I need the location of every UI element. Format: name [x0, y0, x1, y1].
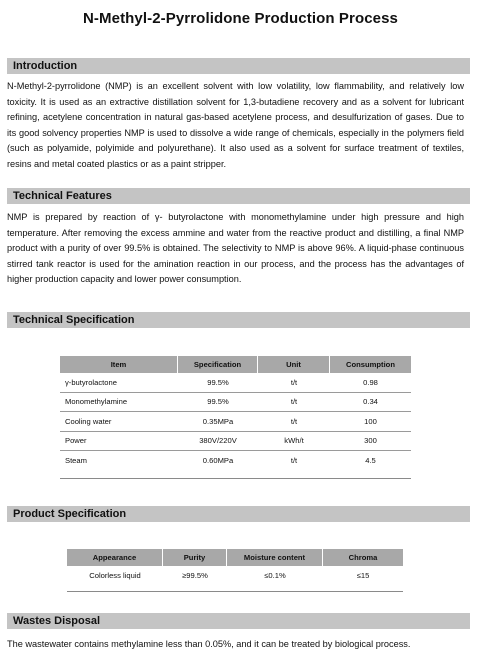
table-cell: Colorless liquid: [89, 570, 141, 580]
table-header-row: [60, 356, 411, 373]
table-row: [67, 566, 403, 585]
table-row: [60, 393, 411, 413]
table-cell: 380V/220V: [178, 432, 258, 452]
table-cell: 99.5%: [178, 393, 258, 413]
section-heading-technical-features: Technical Features: [7, 188, 470, 204]
table-cell: 100: [330, 412, 411, 432]
column-header: Chroma: [323, 549, 403, 566]
column-header: Item: [60, 356, 178, 373]
table-row: [60, 412, 411, 432]
table-row: [60, 373, 411, 393]
table-bottom-rule: [67, 591, 403, 592]
table-bottom-rule: [60, 478, 411, 479]
page-title: N-Methyl-2-Pyrrolidone Production Process: [83, 10, 398, 27]
table-cell: ≥99.5%: [182, 570, 208, 580]
table-header-row: [67, 549, 403, 566]
table-cell: 0.35MPa: [178, 412, 258, 432]
table-cell: 0.60MPa: [202, 455, 234, 465]
table-cell: 300: [330, 432, 411, 452]
technical-specification-table: [60, 356, 411, 470]
table-row: [60, 432, 411, 452]
table-cell: Power: [60, 432, 178, 452]
table-cell: 0.34: [330, 393, 411, 413]
column-header: Specification: [178, 356, 258, 373]
column-header: Consumption: [330, 356, 411, 373]
introduction-paragraph: N-Methyl-2-pyrrolidone (NMP) is an excellent solvent with low volatility, low flammability, and relatively low toxicity. It is used as an extractive distillation solvent for 1,3-butadiene recovery and as a solvent for lubricant refining, acetylene concentration in natural gas-based acetylene process, and desulfurization of gases. Due to its good solvency properties NMP is used to dissolve a wide range of chemicals, especially in the polymers field (such as polyamide, polyimide and polyurethane). It also used as a solvent for surface treatment of textiles, resins and metal coated plastics or as a paint stripper.: [7, 81, 464, 169]
table-cell: t/t: [258, 393, 330, 413]
table-cell: Monomethylamine: [60, 393, 178, 413]
table-row: [60, 451, 411, 470]
table-cell: t/t: [258, 373, 330, 393]
table-cell: Cooling water: [60, 412, 178, 432]
table-cell: t/t: [290, 455, 298, 465]
section-heading-product-specification: Product Specification: [7, 506, 470, 522]
table-cell: Steam: [65, 455, 87, 465]
wastes-disposal-paragraph: The wastewater contains methylamine less than 0.05%, and it can be treated by biological process.: [7, 639, 411, 649]
column-header: Appearance: [67, 549, 163, 566]
column-header: Purity: [163, 549, 227, 566]
technical-features-paragraph: NMP is prepared by reaction of γ- butyrolactone with monomethylamine under high pressure and high temperature. After removing the excess ammine and water from the reactive product and distilling, a final NMP product with a purity of over 99.5% is obtained. The selectivity to NMP is above 96%. A liquid-phase continuous stirred tank reactor is used for the amination reaction in our process, and the process has the advantages of higher production capacity and lower power consumption.: [7, 212, 464, 284]
section-heading-wastes-disposal: Wastes Disposal: [7, 613, 470, 629]
table-cell: t/t: [258, 412, 330, 432]
table-cell: γ-butyrolactone: [60, 373, 178, 393]
table-cell: 4.5: [365, 455, 376, 465]
table-cell: ≤15: [356, 570, 370, 580]
section-heading-introduction: Introduction: [7, 58, 470, 74]
table-cell: 99.5%: [178, 373, 258, 393]
section-heading-technical-specification: Technical Specification: [7, 312, 470, 328]
table-cell: kWh/t: [258, 432, 330, 452]
column-header: Moisture content: [227, 549, 323, 566]
column-header: Unit: [258, 356, 330, 373]
table-cell: ≤0.1%: [264, 570, 286, 580]
product-specification-table: [67, 549, 403, 585]
table-cell: 0.98: [330, 373, 411, 393]
